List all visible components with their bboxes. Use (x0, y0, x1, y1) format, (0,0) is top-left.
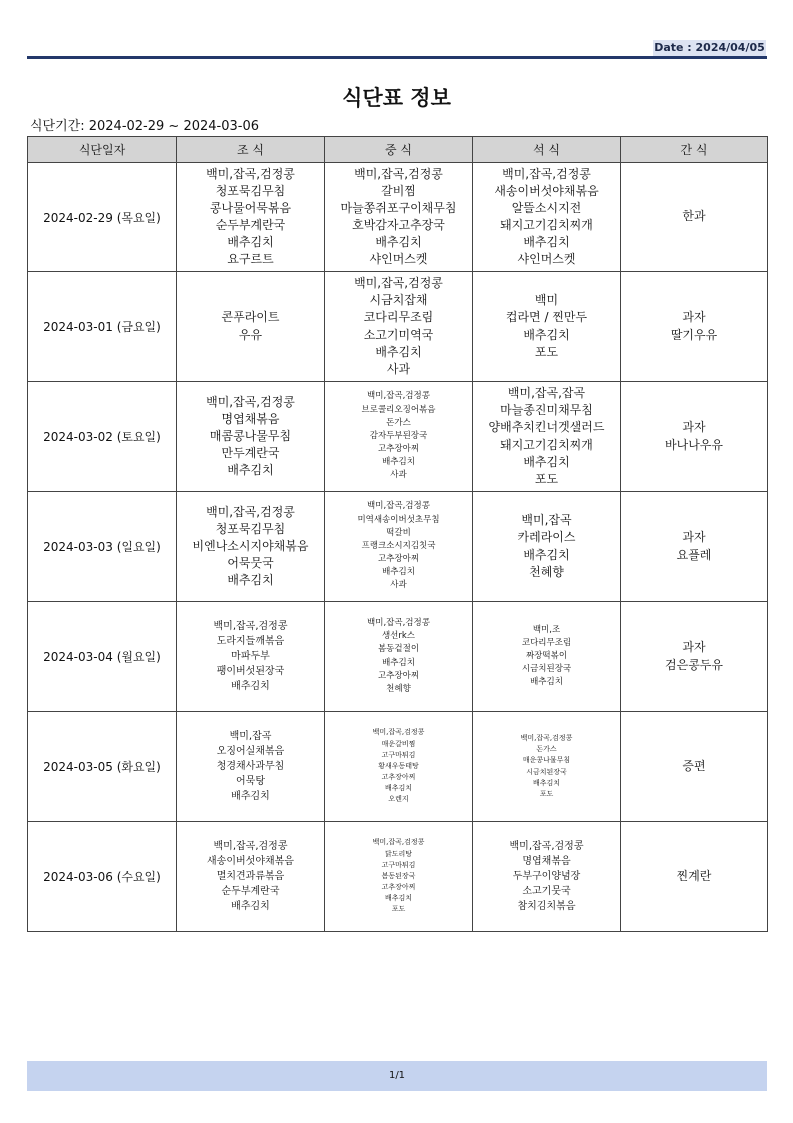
col-header-dinner: 석 식 (473, 137, 621, 163)
menu-item: 백미,잡곡,검정콩 (213, 841, 288, 852)
table-row (28, 712, 768, 822)
dinner-cell (473, 712, 621, 822)
date-cell: 2024-02-29 (목요일) (28, 163, 177, 272)
menu-item: 소고기미역국 (363, 327, 434, 342)
menu-item: 코다리무조림 (363, 310, 434, 325)
menu-table-header (28, 137, 768, 163)
menu-item: 백미,잡곡 (521, 513, 572, 528)
menu-item: 팽이버섯된장국 (216, 666, 285, 677)
table-row (28, 163, 768, 272)
lunch-cell (325, 272, 473, 382)
menu-item: 어묵뭇국 (227, 556, 274, 571)
menu-item: 순두부계란국 (215, 218, 286, 232)
menu-item: 소고기뭇국 (522, 886, 571, 897)
menu-item: 요구르트 (227, 252, 274, 267)
col-header-snack: 간 식 (621, 137, 768, 163)
menu-item: 봄동겉절이 (377, 644, 420, 655)
menu-item: 고추장아찌 (377, 554, 420, 565)
menu-item: 과자 (682, 310, 706, 325)
menu-item: 배추김치 (382, 657, 415, 668)
snack-cell (621, 382, 768, 492)
menu-item: 매운갈비찜 (381, 739, 416, 748)
breakfast-cell (177, 712, 325, 822)
menu-item: 배추김치 (523, 547, 570, 562)
menu-item: 도라지들깨볶음 (216, 636, 285, 647)
table-row (28, 602, 768, 712)
menu-item: 배추김치 (231, 681, 270, 692)
menu-item: 배추김치 (532, 778, 561, 787)
menu-item: 백미,잡곡,검정콩 (206, 166, 295, 181)
date-cell: 2024-03-02 (토요일) (28, 382, 177, 492)
table-row (28, 382, 768, 492)
menu-item: 코다리무조림 (521, 637, 572, 648)
menu-item: 백미,잡곡,검정콩 (502, 166, 591, 181)
menu-item: 고추장아찌 (381, 883, 416, 892)
menu-item: 백미,잡곡,검정콩 (206, 394, 295, 409)
menu-item: 포도 (534, 471, 559, 486)
breakfast-cell (177, 163, 325, 272)
snack-cell (621, 272, 768, 382)
col-header-date: 식단일자 (28, 137, 177, 163)
menu-item: 매콤콩나물무침 (209, 428, 292, 443)
menu-item: 갈비찜 (381, 183, 416, 198)
table-row (28, 492, 768, 602)
menu-item: 배추김치 (231, 901, 270, 912)
menu-item: 포도 (539, 789, 554, 798)
menu-item: 증편 (682, 758, 706, 773)
menu-item: 배추김치 (375, 344, 422, 359)
menu-item: 카레라이스 (517, 530, 576, 545)
lunch-cell (325, 163, 473, 272)
lunch-cell (325, 602, 473, 712)
table-row (28, 272, 768, 382)
lunch-cell (325, 492, 473, 602)
menu-item: 백미,잡곡,검정콩 (509, 841, 584, 852)
menu-item: 백미,조 (532, 624, 561, 635)
date-cell: 2024-03-04 (월요일) (28, 602, 177, 712)
menu-item: 마늘종진미채무침 (500, 403, 593, 418)
menu-item: 프랭크소시지김칫국 (361, 540, 436, 551)
date-cell: 2024-03-06 (수요일) (28, 822, 177, 932)
menu-item: 돼지고기김치찌개 (500, 437, 593, 452)
menu-item: 천혜향 (529, 564, 564, 579)
menu-table-body (28, 163, 768, 932)
menu-item: 봄동된장국 (381, 871, 416, 880)
menu-item: 어묵탕 (236, 776, 265, 787)
menu-item: 브로콜리오징어볶음 (361, 404, 436, 415)
page-title: 식단표 정보 (342, 86, 451, 110)
menu-item: 배추김치 (530, 677, 563, 688)
snack-cell (621, 602, 768, 712)
menu-item: 고추장아찌 (377, 444, 420, 455)
menu-item: 배추김치 (384, 894, 413, 903)
menu-item: 배추김치 (523, 235, 570, 250)
menu-item: 새송이버섯야채볶음 (494, 183, 599, 198)
menu-item: 바나나우유 (665, 437, 723, 452)
col-header-breakfast: 조 식 (177, 137, 325, 163)
menu-item: 사과 (386, 361, 411, 376)
page-number: 1/1 (388, 1070, 406, 1081)
menu-item: 요플레 (676, 547, 712, 562)
menu-item: 찐계란 (676, 868, 712, 883)
menu-item: 떡갈비 (386, 527, 411, 538)
menu-item: 배추김치 (384, 784, 413, 793)
menu-item: 과자 (682, 640, 706, 655)
menu-item: 두부구이양념장 (512, 871, 581, 882)
menu-item: 포도 (534, 344, 559, 359)
menu-item: 멸치견과류볶음 (216, 871, 285, 882)
snack-cell (621, 163, 768, 272)
menu-item: 매운콩나물무침 (522, 756, 571, 765)
dinner-cell (473, 822, 621, 932)
menu-item: 순두부계란국 (221, 886, 280, 897)
menu-item: 고추장아찌 (381, 773, 416, 782)
breakfast-cell (177, 822, 325, 932)
menu-item: 백미,잡곡 (229, 731, 272, 742)
menu-item: 닭도리탕 (384, 849, 413, 858)
menu-item: 백미,잡곡,검정콩 (354, 166, 443, 181)
breakfast-cell (177, 492, 325, 602)
header-rule (27, 56, 767, 59)
menu-item: 시금치된장국 (521, 664, 572, 675)
menu-item: 콘푸라이트 (221, 310, 280, 325)
menu-item: 컵라면 / 찐만두 (505, 310, 588, 325)
menu-item: 과자 (682, 420, 706, 435)
breakfast-cell (177, 382, 325, 492)
menu-item: 명엽채볶음 (221, 411, 280, 426)
menu-item: 배추김치 (382, 457, 415, 468)
menu-item: 백미,잡곡,검정콩 (372, 728, 425, 737)
menu-item: 청포묵김무침 (215, 183, 286, 198)
menu-item: 오징어실채볶음 (216, 746, 285, 757)
menu-item: 마파두부 (231, 651, 270, 662)
lunch-cell (325, 822, 473, 932)
menu-item: 황새우동태탕 (378, 761, 419, 770)
menu-item: 딸기우유 (670, 327, 718, 342)
menu-item: 호박감자고추장국 (352, 218, 445, 232)
menu-item: 백미,잡곡,검정콩 (367, 501, 430, 512)
breakfast-cell (177, 602, 325, 712)
menu-period: 식단기간: 2024-02-29 ~ 2024-03-06 (30, 119, 260, 134)
lunch-cell (325, 382, 473, 492)
menu-item: 백미,잡곡,검정콩 (367, 391, 430, 402)
menu-item: 참치김치볶음 (517, 901, 576, 912)
col-header-lunch: 중 식 (325, 137, 473, 163)
page-footer (27, 1061, 767, 1091)
lunch-cell (325, 712, 473, 822)
menu-item: 시금치된장국 (526, 767, 567, 776)
menu-item: 백미,잡곡,검정콩 (520, 733, 573, 742)
menu-item: 우유 (238, 327, 263, 342)
menu-item: 백미 (534, 293, 559, 308)
dinner-cell (473, 492, 621, 602)
menu-item: 샤인머스켓 (369, 252, 428, 267)
menu-item: 새송이버섯야채볶음 (207, 856, 294, 867)
menu-item: 콩나물어묵볶음 (209, 200, 292, 215)
menu-item: 고추장아찌 (377, 670, 420, 681)
menu-item: 배추김치 (231, 791, 270, 802)
menu-item: 돈가스 (386, 417, 411, 428)
menu-item: 시금치잡채 (369, 293, 428, 308)
menu-item: 생선rk스 (381, 631, 416, 642)
menu-item: 사과 (390, 580, 407, 591)
menu-item: 샤인머스켓 (517, 252, 576, 267)
menu-item: 미역새송이버섯초무침 (357, 514, 440, 525)
menu-item: 포도 (391, 905, 406, 914)
menu-item: 한과 (682, 209, 706, 224)
menu-item: 청포묵김무침 (215, 521, 286, 536)
menu-item: 명엽채볶음 (522, 856, 571, 867)
menu-item: 백미,잡곡,잡곡 (507, 386, 586, 401)
menu-item: 짜장떡볶이 (525, 650, 568, 661)
menu-item: 천혜향 (386, 683, 411, 694)
date-cell: 2024-03-03 (일요일) (28, 492, 177, 602)
dinner-cell (473, 272, 621, 382)
menu-item: 배추김치 (227, 463, 274, 478)
menu-item: 고구마튀김 (381, 750, 416, 759)
menu-item: 양배추치킨너겟샐러드 (488, 420, 605, 435)
menu-item: 백미,잡곡,검정콩 (206, 504, 295, 519)
menu-item: 백미,잡곡,검정콩 (354, 276, 443, 291)
table-row (28, 822, 768, 932)
menu-item: 비엔나소시지야채볶음 (192, 538, 309, 553)
snack-cell (621, 822, 768, 932)
print-date: Date : 2024/04/05 (654, 41, 765, 54)
menu-item: 백미,잡곡,검정콩 (372, 838, 425, 847)
menu-item: 돈가스 (536, 745, 557, 754)
dinner-cell (473, 163, 621, 272)
menu-item: 배추김치 (227, 573, 274, 588)
menu-item: 마늘쫑쥐포구이채무침 (340, 200, 457, 215)
menu-item: 감자두부된장국 (369, 430, 428, 441)
menu-item: 백미,잡곡,검정콩 (367, 617, 430, 628)
breakfast-cell (177, 272, 325, 382)
menu-item: 돼지고기김치찌개 (500, 218, 593, 232)
menu-item: 검은콩두유 (665, 657, 723, 672)
menu-item: 오렌지 (388, 795, 409, 804)
menu-item: 배추김치 (382, 567, 415, 578)
date-cell: 2024-03-05 (화요일) (28, 712, 177, 822)
menu-item: 사과 (390, 470, 407, 481)
menu-item: 배추김치 (375, 235, 422, 250)
menu-item: 배추김치 (523, 327, 570, 342)
date-cell: 2024-03-01 (금요일) (28, 272, 177, 382)
menu-item: 청경채사과무침 (216, 761, 285, 772)
menu-item: 배추김치 (523, 454, 570, 469)
menu-item: 백미,잡곡,검정콩 (213, 621, 288, 632)
dinner-cell (473, 382, 621, 492)
menu-item: 알뜰소시지전 (511, 200, 582, 215)
snack-cell (621, 712, 768, 822)
menu-table (27, 136, 768, 932)
snack-cell (621, 492, 768, 602)
menu-item: 만두계란국 (221, 446, 280, 461)
menu-item: 고구마튀김 (381, 860, 416, 869)
dinner-cell (473, 602, 621, 712)
menu-item: 배추김치 (227, 235, 274, 250)
menu-item: 과자 (682, 530, 706, 545)
